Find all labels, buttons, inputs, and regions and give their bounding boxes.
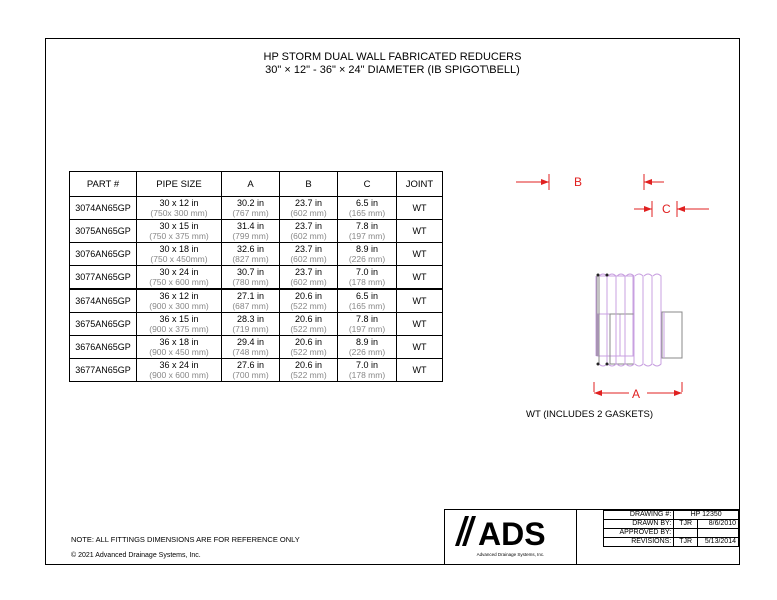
dim-c-cell (338, 197, 397, 220)
table-row (70, 359, 443, 382)
part-number-cell-value: 3676AN65GP (75, 342, 131, 352)
dim-c-cell-value: 6.5 in (355, 198, 379, 208)
reducer-drawing (514, 164, 714, 401)
dim-a-cell-value: 30.7 in (236, 267, 265, 277)
dim-b-cell-metric: (522 mm) (290, 370, 327, 380)
dim-c-cell-metric: (197 mm) (348, 231, 386, 241)
ads-logo (445, 510, 577, 564)
header-pipe-size: PIPE SIZE (137, 172, 222, 197)
pipe-size-cell-value: 36 x 24 in (159, 360, 199, 370)
part-number-cell (70, 243, 137, 266)
dim-a-cell-value: 28.3 in (236, 314, 265, 324)
pipe-size-cell-metric: (750x 300 mm) (150, 208, 208, 218)
part-number-cell (70, 220, 137, 243)
copyright: © 2021 Advanced Drainage Systems, Inc. (71, 552, 201, 559)
joint-cell-value: WT (412, 203, 427, 213)
dim-a-cell-value: 27.1 in (236, 291, 265, 301)
pipe-size-cell (137, 359, 222, 382)
joint-caption: WT (INCLUDES 2 GASKETS) (526, 409, 654, 420)
header-b: B (280, 172, 338, 197)
dim-b-cell-metric: (522 mm) (290, 324, 327, 334)
dim-b-cell-value: 23.7 in (294, 267, 323, 277)
dim-a-cell (222, 359, 280, 382)
dim-c-cell-metric: (197 mm) (348, 324, 386, 334)
header-a: A (222, 172, 280, 197)
approved-by-label: APPROVED BY: (604, 529, 674, 538)
dim-b-cell (280, 289, 338, 313)
dim-b-cell-metric: (602 mm) (290, 208, 327, 218)
dim-b-cell-value: 20.6 in (294, 337, 323, 347)
dim-b-cell-metric: (522 mm) (290, 347, 327, 357)
dim-c-cell (338, 313, 397, 336)
revisions-by: TJR (674, 538, 698, 547)
pipe-size-cell-value: 36 x 12 in (159, 291, 199, 301)
dim-b-cell (280, 359, 338, 382)
dim-c-cell-value: 7.0 in (355, 360, 379, 370)
dim-a-cell (222, 266, 280, 290)
table-row (70, 313, 443, 336)
dim-a-cell-metric: (780 mm) (232, 277, 269, 287)
joint-cell (397, 313, 443, 336)
dim-b-cell (280, 243, 338, 266)
dim-b-cell (280, 336, 338, 359)
dim-b-cell-value: 23.7 in (294, 198, 323, 208)
table-body (70, 197, 443, 382)
pipe-size-cell (137, 220, 222, 243)
pipe-size-cell-metric: (750 x 450mm) (150, 254, 208, 264)
revisions-label: REVISIONS: (604, 538, 674, 547)
dim-c-cell-metric: (226 mm) (348, 347, 386, 357)
part-number-cell (70, 313, 137, 336)
part-number-cell-value: 3075AN65GP (75, 226, 131, 236)
pipe-size-cell (137, 243, 222, 266)
part-number-cell (70, 359, 137, 382)
table-row (70, 289, 443, 313)
dim-a-cell (222, 313, 280, 336)
label-c: C (662, 202, 671, 216)
part-number-cell (70, 336, 137, 359)
dim-b-cell-metric: (602 mm) (290, 231, 327, 241)
dim-c-cell-value: 7.0 in (355, 267, 379, 277)
dim-a-cell (222, 220, 280, 243)
dim-b-cell-metric: (522 mm) (290, 301, 327, 311)
header-c: C (338, 172, 397, 197)
part-number-cell-value: 3675AN65GP (75, 319, 131, 329)
part-number-cell (70, 289, 137, 313)
drawn-by: TJR (674, 520, 698, 529)
dim-a-cell-metric: (700 mm) (232, 370, 269, 380)
dim-b-cell-value: 20.6 in (294, 360, 323, 370)
drawing-number-label: DRAWING #: (604, 511, 674, 520)
dim-a-cell (222, 243, 280, 266)
joint-cell (397, 266, 443, 290)
dim-a-cell-metric: (719 mm) (232, 324, 269, 334)
dim-a-cell-metric: (767 mm) (232, 208, 269, 218)
joint-cell-value: WT (412, 319, 427, 329)
table-row (70, 243, 443, 266)
pipe-size-cell-metric: (900 x 375 mm) (149, 324, 209, 334)
part-number-cell-value: 3674AN65GP (75, 296, 131, 306)
dim-a-cell-metric: (799 mm) (232, 231, 269, 241)
dim-c-cell-value: 8.9 in (355, 337, 379, 347)
dim-a-cell-value: 29.4 in (236, 337, 265, 347)
dim-c-cell (338, 220, 397, 243)
joint-cell-value: WT (412, 272, 427, 282)
label-a: A (632, 387, 641, 401)
dim-c-cell (338, 243, 397, 266)
table-row (70, 220, 443, 243)
dim-b-cell-value: 23.7 in (294, 221, 323, 231)
dim-c-cell (338, 336, 397, 359)
joint-cell (397, 289, 443, 313)
joint-cell-value: WT (412, 249, 427, 259)
approved-date (698, 529, 739, 538)
part-number-cell-value: 3677AN65GP (75, 365, 131, 375)
dim-c-cell (338, 289, 397, 313)
table-row (70, 336, 443, 359)
dimension-b (516, 174, 664, 190)
dim-c-cell-value: 7.8 in (355, 314, 379, 324)
drawing-number: HP 12350 (674, 511, 739, 520)
part-number-cell (70, 197, 137, 220)
pipe-size-cell-metric: (900 x 300 mm) (149, 301, 209, 311)
part-number-cell (70, 266, 137, 290)
drawing-sheet (45, 38, 740, 565)
dim-b-cell-value: 20.6 in (294, 291, 323, 301)
dim-a-cell-value: 32.6 in (236, 244, 265, 254)
dimension-c (634, 201, 709, 217)
dim-c-cell-value: 7.8 in (355, 221, 379, 231)
pipe-corrugations (599, 274, 682, 366)
joint-cell-value: WT (412, 296, 427, 306)
dim-b-cell (280, 220, 338, 243)
dim-a-cell-value: 31.4 in (236, 221, 265, 231)
dim-c-cell (338, 359, 397, 382)
ads-logo-mark (445, 510, 576, 552)
dim-a-cell-metric: (687 mm) (232, 301, 269, 311)
header-joint: JOINT (397, 172, 443, 197)
dimension-table (69, 171, 443, 382)
pipe-size-cell (137, 336, 222, 359)
pipe-size-cell (137, 313, 222, 336)
part-number-cell-value: 3077AN65GP (75, 272, 131, 282)
dim-b-cell (280, 313, 338, 336)
dim-c-cell-metric: (226 mm) (348, 254, 386, 264)
pipe-size-cell-value: 30 x 24 in (159, 267, 199, 277)
dim-a-cell-value: 27.6 in (236, 360, 265, 370)
dim-c-cell-metric: (165 mm) (348, 208, 386, 218)
table-row (70, 266, 443, 290)
dimension-a (594, 382, 682, 401)
pipe-size-cell (137, 289, 222, 313)
drawing-metadata (603, 510, 739, 547)
header-part: PART # (70, 172, 137, 197)
dim-b-cell-value: 23.7 in (294, 244, 323, 254)
dim-b-cell (280, 266, 338, 290)
dim-a-cell-metric: (827 mm) (232, 254, 269, 264)
dim-b-cell (280, 197, 338, 220)
pipe-body (596, 276, 634, 364)
title-block (444, 509, 740, 565)
joint-cell-value: WT (412, 226, 427, 236)
pipe-size-cell-metric: (900 x 450 mm) (149, 347, 209, 357)
dim-c-cell-metric: (178 mm) (348, 370, 386, 380)
logo-tagline: Advanced Drainage Systems, Inc. (476, 552, 545, 557)
reference-note: NOTE: ALL FITTINGS DIMENSIONS ARE FOR REFERENCE ONLY (71, 535, 300, 544)
pipe-size-cell-value: 36 x 18 in (159, 337, 199, 347)
dim-c-cell-metric: (165 mm) (348, 301, 386, 311)
dim-a-cell-value: 30.2 in (236, 198, 265, 208)
revisions-date: 5/13/2014 (698, 538, 739, 547)
joint-cell-value: WT (412, 365, 427, 375)
logo-text: ADS (478, 516, 546, 552)
pipe-size-cell-metric: (900 x 600 mm) (149, 370, 209, 380)
dim-c-cell-metric: (178 mm) (348, 277, 386, 287)
joint-cell (397, 243, 443, 266)
pipe-size-cell-metric: (750 x 375 mm) (149, 231, 209, 241)
pipe-size-cell-value: 36 x 15 in (159, 314, 199, 324)
drawing-subtitle: 30" × 12" - 36" × 24" DIAMETER (IB SPIGOT\BELL) (265, 64, 520, 76)
table-row (70, 197, 443, 220)
dim-c-cell (338, 266, 397, 290)
drawing-title: HP STORM DUAL WALL FABRICATED REDUCERS (263, 51, 522, 63)
dim-c-cell-value: 6.5 in (355, 291, 379, 301)
approved-by (674, 529, 698, 538)
pipe-size-cell-value: 30 x 18 in (159, 244, 199, 254)
label-b: B (574, 175, 583, 189)
table-header-row (70, 172, 443, 197)
pipe-size-cell-metric: (750 x 600 mm) (149, 277, 209, 287)
dim-a-cell (222, 197, 280, 220)
drawn-by-label: DRAWN BY: (604, 520, 674, 529)
joint-cell (397, 220, 443, 243)
pipe-size-cell (137, 266, 222, 290)
dim-a-cell-metric: (748 mm) (232, 347, 269, 357)
dim-b-cell-metric: (602 mm) (290, 254, 327, 264)
dim-a-cell (222, 289, 280, 313)
joint-cell (397, 336, 443, 359)
pipe-size-cell-value: 30 x 15 in (159, 221, 199, 231)
drawn-date: 8/6/2010 (698, 520, 739, 529)
pipe-size-cell-value: 30 x 12 in (159, 198, 199, 208)
dim-b-cell-value: 20.6 in (294, 314, 323, 324)
joint-cell-value: WT (412, 342, 427, 352)
dim-a-cell (222, 336, 280, 359)
part-number-cell-value: 3076AN65GP (75, 249, 131, 259)
pipe-size-cell (137, 197, 222, 220)
dim-b-cell-metric: (602 mm) (290, 277, 327, 287)
joint-cell (397, 197, 443, 220)
part-number-cell-value: 3074AN65GP (75, 203, 131, 213)
dim-c-cell-value: 8.9 in (355, 244, 379, 254)
joint-cell (397, 359, 443, 382)
